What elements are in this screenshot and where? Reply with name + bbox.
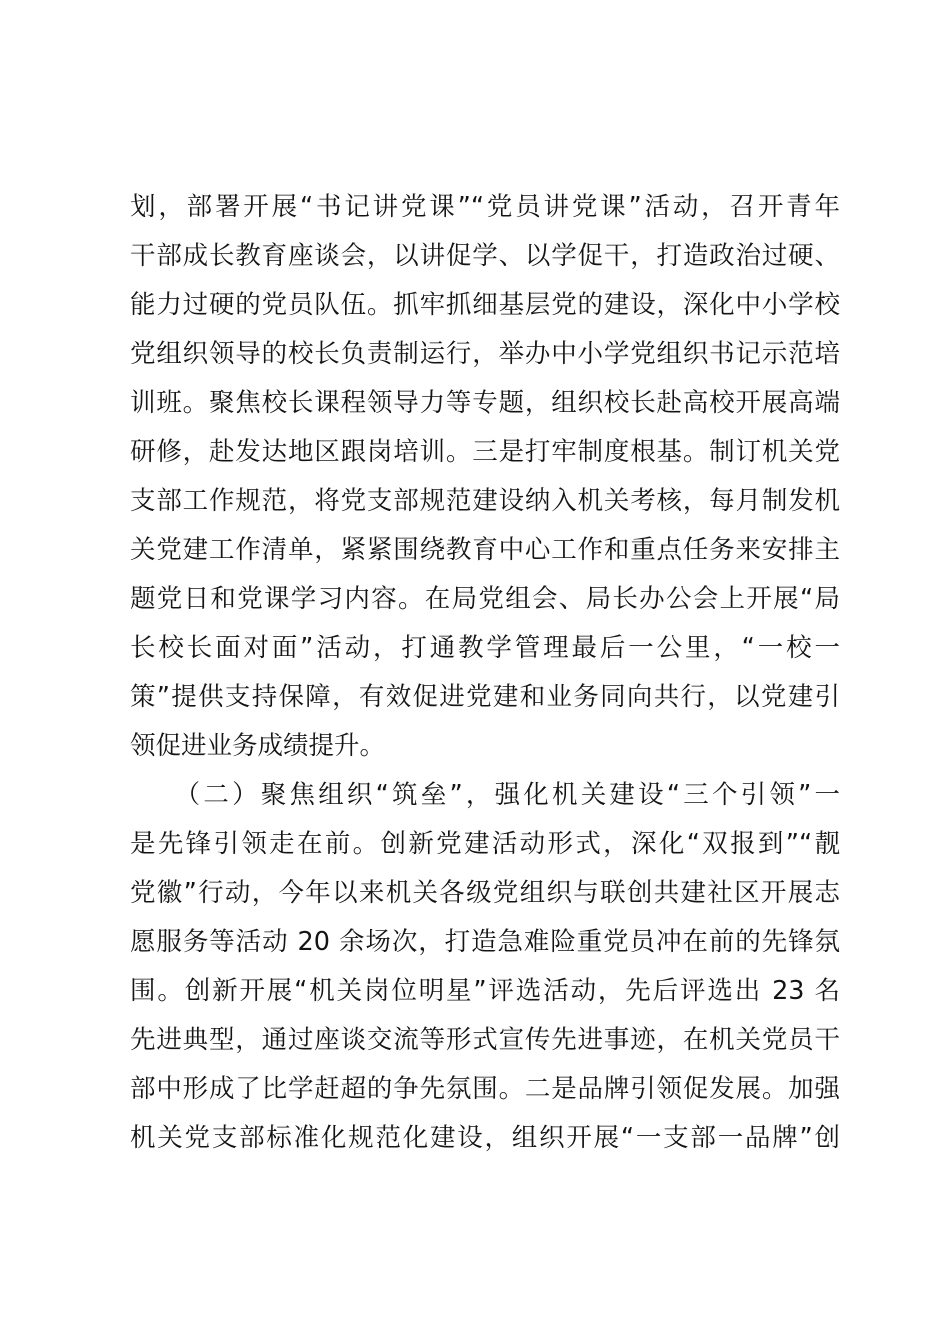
text-line: 党组织领导的校长负责制运行，举办中小学党组织书记示范培 [130,339,840,369]
text-line: 策”提供支持保障，有效促进党建和业务同向共行，以党建引 [130,682,840,712]
text-line: 支部工作规范，将党支部规范建设纳入机关考核，每月制发机 [130,486,840,516]
text-line: 党徽”行动，今年以来机关各级党组织与联创共建社区开展志 [130,878,840,908]
text-line: 领促进业务成绩提升。 [130,731,386,761]
text-line: 干部成长教育座谈会，以讲促学、以学促干，打造政治过硬、 [130,241,840,271]
text-line: （二）聚焦组织“筑垒”，强化机关建设“三个引领”一 [130,780,840,810]
text-line: 是先锋引领走在前。创新党建活动形式，深化“双报到”“靓 [130,829,840,859]
text-line: 关党建工作清单，紧紧围绕教育中心工作和重点任务来安排主 [130,535,840,565]
text-line: 愿服务等活动 20 余场次，打造急难险重党员冲在前的先锋氛 [130,927,840,957]
text-line: 能力过硬的党员队伍。抓牢抓细基层党的建设，深化中小学校 [130,290,840,320]
text-line: 长校长面对面”活动，打通教学管理最后一公里，“一校一 [130,633,840,663]
text-line: 围。创新开展“机关岗位明星”评选活动，先后评选出 23 名 [130,976,840,1006]
text-line: 先进典型，通过座谈交流等形式宣传先进事迹，在机关党员干 [130,1025,840,1055]
text-line: 划，部署开展“书记讲党课”“党员讲党课”活动，召开青年 [130,192,840,222]
text-line: 部中形成了比学赶超的争先氛围。二是品牌引领促发展。加强 [130,1074,840,1104]
text-line: 研修，赴发达地区跟岗培训。三是打牢制度根基。制订机关党 [130,437,840,467]
body-text [130,183,840,1163]
text-line: 训班。聚焦校长课程领导力等专题，组织校长赴高校开展高端 [130,388,840,418]
text-line: 机关党支部标准化规范化建设，组织开展“一支部一品牌”创 [130,1123,840,1153]
text-line: 题党日和党课学习内容。在局党组会、局长办公会上开展“局 [130,584,840,614]
